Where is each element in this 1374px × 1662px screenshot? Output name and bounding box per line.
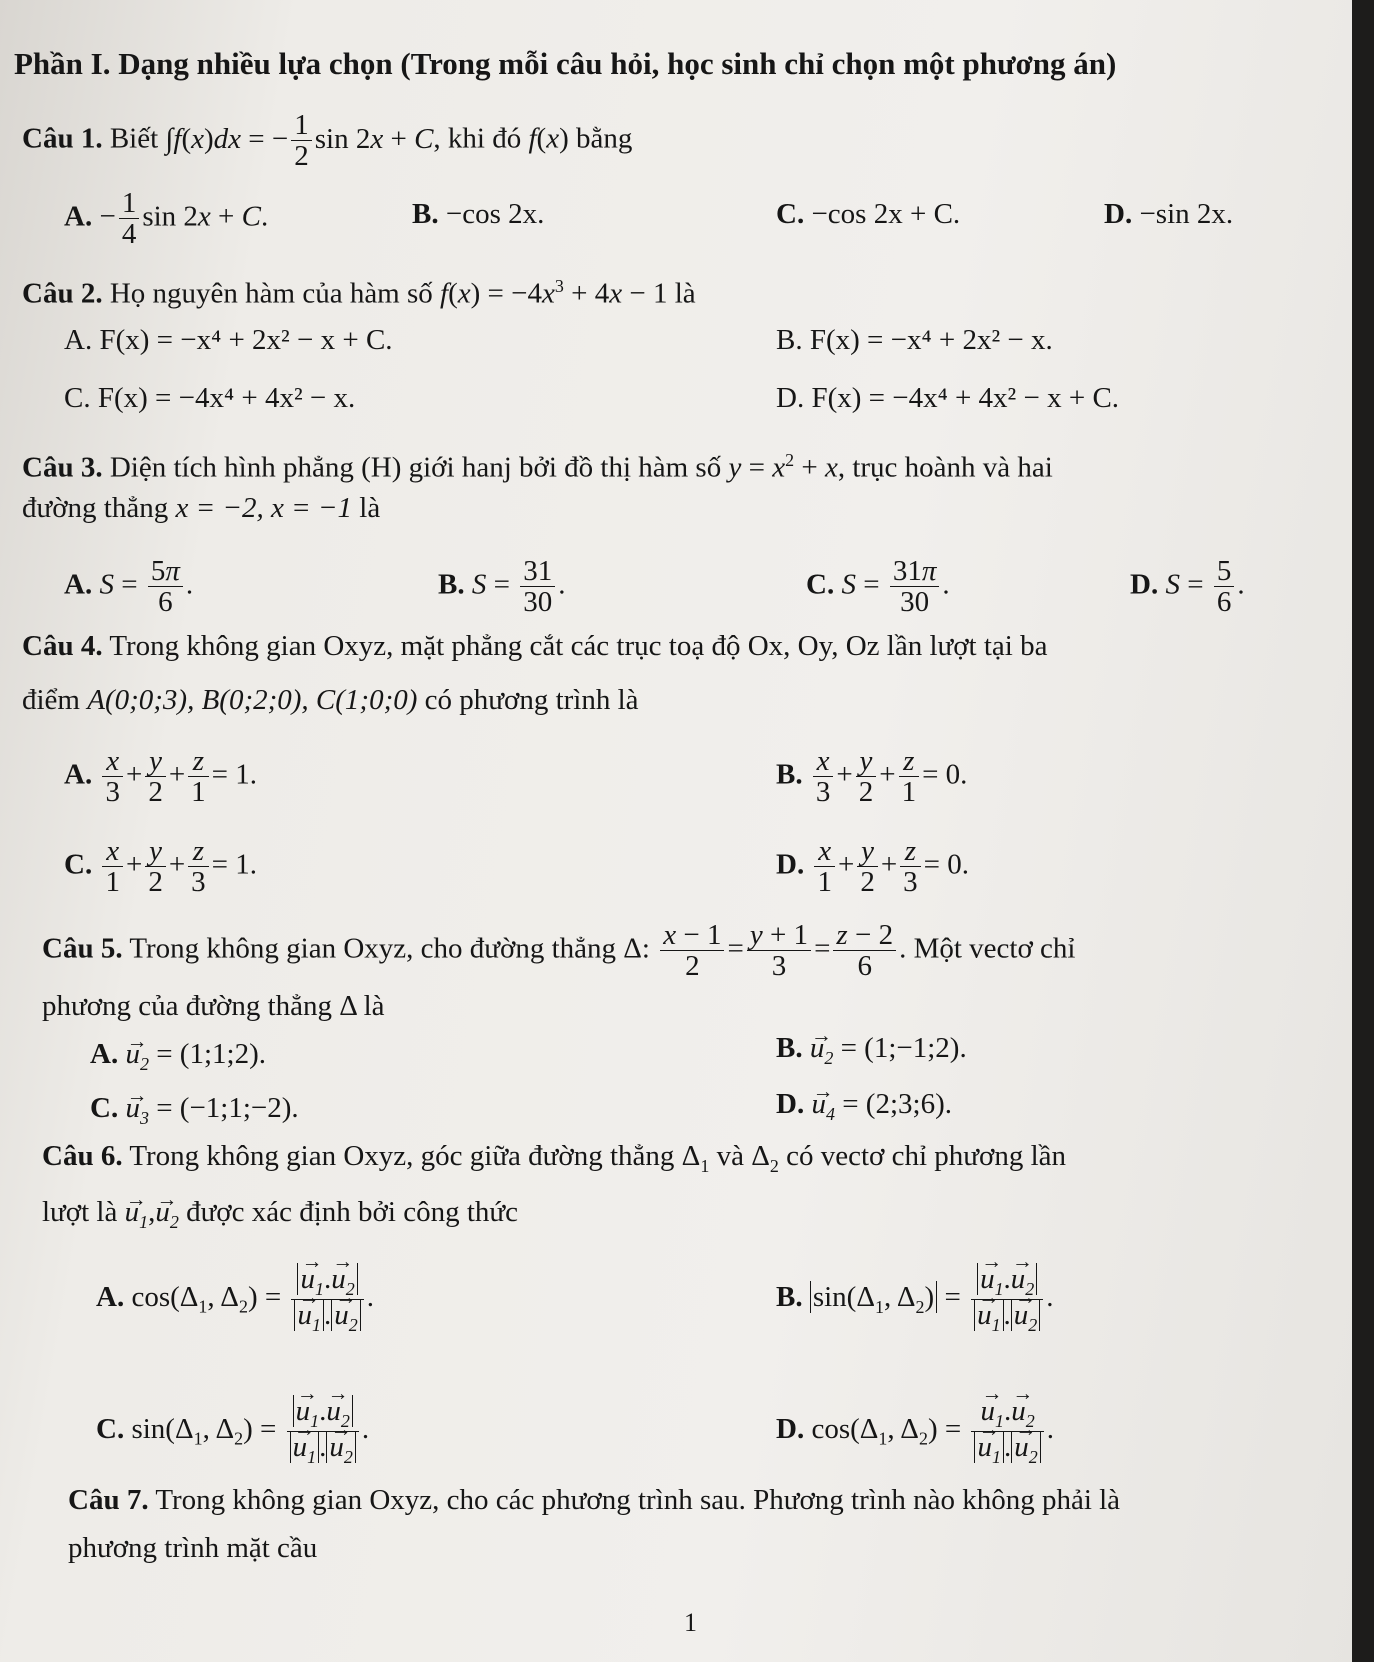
- question-label: Câu 1.: [22, 122, 103, 155]
- section-header: Phần I. Dạng nhiều lựa chọn (Trong mỗi câu hỏi, học sinh chỉ chọn một phương án): [14, 46, 1117, 81]
- question-2: Câu 2. Họ nguyên hàm của hàm số $f(x) = -4x^3 + 4x - 1$ là: [22, 276, 696, 310]
- question-6-line2: lượt là → $u_1,\to u_2$ được xác định bởi công thức: [42, 1194, 518, 1240]
- question-4-line2: điểm A(0;0;3), B(0;2;0), C(1;0;0) có phương trình là: [22, 684, 639, 716]
- q6-option-a[interactable]: A. $\cos(\Delta_1$, $\Delta_2$) = → $u_1.\to u_2$ → $u_1$ .→ $u_2$ .: [96, 1264, 374, 1334]
- q1-option-c[interactable]: C. −cos 2x + C.: [776, 198, 961, 230]
- q4-option-a[interactable]: A. $\frac{x}{3}$ + $\frac{y}{2}$ + $\frac{z}{1}$ = 1.: [64, 745, 258, 809]
- q2-option-d[interactable]: D. F(x) = −4x⁴ + 4x² − x + C.: [776, 382, 1120, 414]
- q1-option-b[interactable]: B. −cos 2x.: [412, 198, 545, 230]
- q3-option-a[interactable]: A. S = $\frac{5\pi}{6}$ .: [64, 555, 194, 619]
- q1-option-a[interactable]: A. − $\frac{1}{4}$ sin 2x + C.: [64, 187, 269, 251]
- question-5-line2: phương của đường thẳng Δ là: [42, 990, 385, 1022]
- q3-option-c[interactable]: C. S = $\frac{31\pi}{30}$ .: [806, 555, 950, 619]
- q4-option-d[interactable]: D. $\frac{x}{1}$ + $\frac{y}{2}$ + $\frac{z}{3}$ = 0.: [776, 835, 970, 899]
- q4-option-b[interactable]: B. $\frac{x}{3}$ + $\frac{y}{2}$ + $\frac{z}{1}$ = 0.: [776, 745, 968, 809]
- question-7: Câu 7. Trong không gian Oxyz, cho các phương trình sau. Phương trình nào không phải là: [68, 1484, 1121, 1516]
- question-4: Câu 4. Trong không gian Oxyz, mặt phẳng cắt các trục toạ độ Ox, Oy, Oz lần lượt tại ba: [22, 630, 1048, 662]
- question-3: Câu 3. Diện tích hình phẳng (H) giới hanj bởi đồ thị hàm số $y = x^2 + x$, trục hoành và hai: [22, 450, 1053, 484]
- q3-option-d[interactable]: D. S = $\frac{5}{6}$ .: [1130, 555, 1245, 619]
- q6-option-c[interactable]: C. $\sin(\Delta_1$, $\Delta_2$) = → $u_1.\to u_2$ → $u_1$ .→ $u_2$ .: [96, 1396, 369, 1466]
- q4-option-c[interactable]: C. $\frac{x}{1}$ + $\frac{y}{2}$ + $\frac{z}{3}$ = 1.: [64, 835, 258, 899]
- q2-option-a[interactable]: A. F(x) = −x⁴ + 2x² − x + C.: [64, 324, 393, 356]
- q5-option-c[interactable]: C. → $u_3$ = (−1;1;−2).: [90, 1090, 299, 1136]
- q2-option-c[interactable]: C. F(x) = −4x⁴ + 4x² − x.: [64, 382, 356, 414]
- question-6: Câu 6. Trong không gian Oxyz, góc giữa đường thẳng $\Delta_1$ và $\Delta_2$ có vectơ chỉ phương lần: [42, 1140, 1066, 1176]
- q2-option-b[interactable]: B. F(x) = −x⁴ + 2x² − x.: [776, 324, 1053, 356]
- question-5: Câu 5. Trong không gian Oxyz, cho đường thẳng Δ: $\frac{x - 1}{2}$ = $\frac{y + 1}{3}$ = $\frac{z - 2}{6}$ . Một vectơ chỉ: [42, 919, 1076, 983]
- q6-option-d[interactable]: D. $\cos(\Delta_1$, $\Delta_2$) = → $u_1.\to u_2$ → $u_1$ .→ $u_2$ .: [776, 1396, 1054, 1466]
- question-3-line2: đường thẳng x = −2, x = −1 là: [22, 492, 381, 524]
- question-1: Câu 1. Biết ∫f(x)dx = − $\frac{1}{2}$ sin 2x + C, khi đó f(x) bằng: [22, 109, 633, 173]
- question-7-line2: phương trình mặt cầu: [68, 1532, 318, 1564]
- q6-option-b[interactable]: B. $\sin(\Delta_1$, $\Delta_2$) = → $u_1.\to u_2$ → $u_1$ .→ $u_2$ .: [776, 1264, 1054, 1334]
- q5-option-a[interactable]: A. → $u_2$ = (1;1;2).: [90, 1036, 266, 1082]
- q5-option-d[interactable]: D. → $u_4$ = (2;3;6).: [776, 1086, 952, 1132]
- page-number: 1: [684, 1608, 697, 1637]
- q3-option-b[interactable]: B. S = $\frac{31}{30}$ .: [438, 555, 566, 619]
- q1-option-d[interactable]: D. −sin 2x.: [1104, 198, 1234, 230]
- q5-option-b[interactable]: B. → $u_2$ = (1;−1;2).: [776, 1030, 967, 1076]
- page-edge-shadow: [1352, 0, 1374, 1662]
